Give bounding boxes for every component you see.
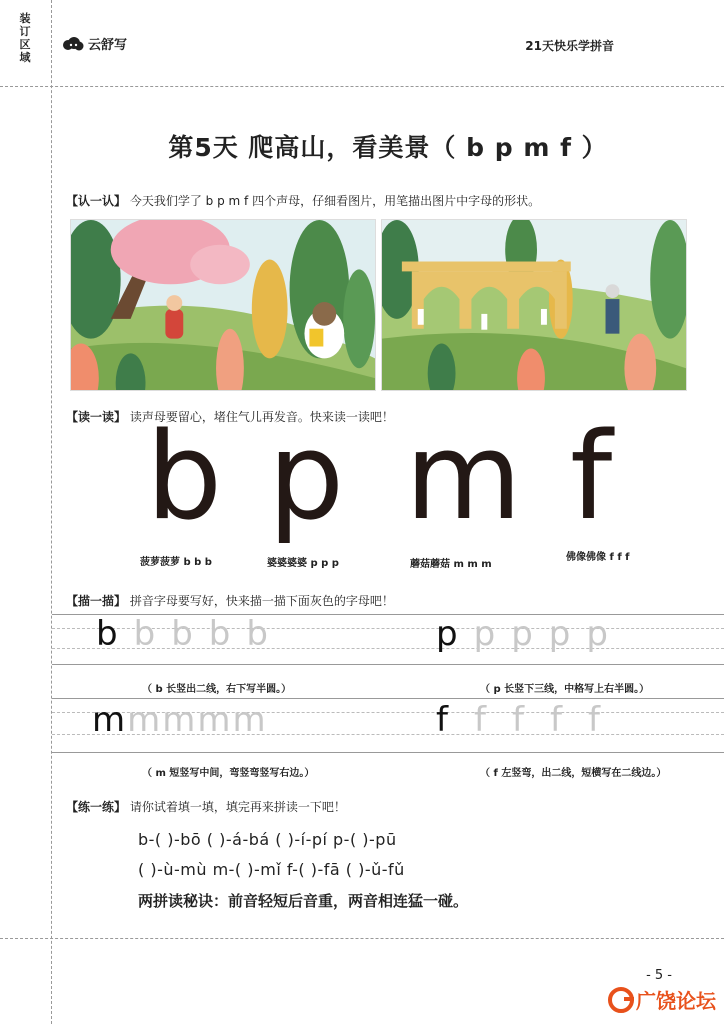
trace-letter-grey[interactable]: m <box>197 700 231 740</box>
trace-letter: b <box>96 614 118 654</box>
trace-letter-grey[interactable]: b <box>133 614 156 654</box>
binding-label: 装订区域 <box>19 12 31 64</box>
section-tag: 【读一读】 <box>66 410 127 424</box>
book-title: 21天快乐学拼音 <box>525 39 614 53</box>
section-tag: 【练一练】 <box>66 800 127 814</box>
watermark-logo-icon <box>608 987 634 1013</box>
big-letter-m: m <box>405 408 522 547</box>
trace-letter-grey[interactable]: f <box>549 700 562 740</box>
trace-letter-grey[interactable]: f <box>587 700 600 740</box>
grid-line <box>52 664 724 665</box>
trace-hint-m: （ m 短竖写中间，弯竖弯竖写右边。） <box>142 768 315 779</box>
section-text: 拼音字母要写好，快来描一描下面灰色的字母吧！ <box>129 594 394 608</box>
trace-row-m <box>92 700 266 740</box>
page-title: 第5天 爬高山，看美景（ b p m f ） <box>168 133 608 162</box>
mountain-picture-right <box>381 219 687 391</box>
letter-caption-m: 蘑菇蘑菇 m m m <box>410 559 492 570</box>
exercise-line-2[interactable]: ( )-ù-mù m-( )-mǐ f-( )-fā ( )-ǔ-fǔ <box>138 860 405 879</box>
trace-letter-grey[interactable]: b <box>208 614 231 654</box>
grid-line <box>52 698 724 699</box>
cloud-icon <box>62 37 84 51</box>
trace-letter-grey[interactable]: p <box>511 614 533 654</box>
letter-caption-b: 菠萝菠萝 b b b <box>140 557 212 568</box>
footer-divider <box>0 938 724 939</box>
trace-row-p <box>436 614 608 654</box>
section-text: 请你试着填一填，填完再来拼读一下吧！ <box>129 800 346 814</box>
trace-row-f <box>436 700 600 740</box>
hill-illustration <box>71 220 375 390</box>
exercise-line-1[interactable]: b-( )-bō ( )-á-bá ( )-í-pí p-( )-pū <box>138 830 397 849</box>
section-practice <box>66 798 346 815</box>
section-text: 今天我们学了 b p m f 四个声母，仔细看图片，用笔描出图片中字母的形状。 <box>129 194 541 208</box>
trace-row-b <box>96 614 268 654</box>
trace-letter-grey[interactable]: b <box>171 614 193 654</box>
letter-caption-p: 婆婆婆婆 p p p <box>267 558 339 569</box>
trace-letter: f <box>436 700 448 740</box>
section-recognize <box>66 192 540 209</box>
trace-letter-grey[interactable]: m <box>162 700 196 740</box>
mountain-picture-left <box>70 219 376 391</box>
trace-letter-grey[interactable]: m <box>232 700 266 740</box>
trace-hint-p: （ p 长竖下三线，中格写上右半圆。） <box>480 684 650 695</box>
logo-text: 云舒写 <box>88 38 128 53</box>
big-letter-f: f <box>570 408 613 547</box>
trace-letter: m <box>92 700 126 740</box>
big-letter-p: p <box>268 408 345 547</box>
trace-letter-grey[interactable]: b <box>246 614 268 654</box>
watermark <box>608 985 716 1014</box>
trace-hint-b: （ b 长竖出二线，右下写半圆。） <box>142 684 292 695</box>
page-number: - 5 - <box>646 968 672 983</box>
trace-hint-f: （ f 左竖弯，出二线，短横写在二线边。） <box>480 768 667 779</box>
reading-tip: 两拼读秘诀：前音轻短后音重，两音相连猛一碰。 <box>138 892 469 910</box>
letter-caption-f: 佛像佛像 f f f <box>566 552 630 563</box>
grid-line <box>52 752 724 753</box>
trace-letter-grey[interactable]: m <box>127 700 161 740</box>
trace-letter-grey[interactable]: p <box>473 614 496 654</box>
trace-letter-grey[interactable]: p <box>586 614 608 654</box>
header-divider <box>0 86 724 87</box>
logo <box>62 34 127 53</box>
section-trace <box>66 592 394 609</box>
section-read <box>66 408 394 425</box>
section-text: 读声母要留心，堵住气儿再发音。快来读一读吧！ <box>129 410 394 424</box>
big-letter-b: b <box>146 408 223 547</box>
trace-letter-grey[interactable]: f <box>473 700 486 740</box>
trace-letter-grey[interactable]: p <box>548 614 571 654</box>
watermark-text: 广饶论坛 <box>636 989 716 1013</box>
bridge-illustration <box>382 220 686 390</box>
trace-letter: p <box>436 614 458 654</box>
trace-letter-grey[interactable]: f <box>511 700 524 740</box>
section-tag: 【认一认】 <box>66 194 127 208</box>
section-tag: 【描一描】 <box>66 594 127 608</box>
